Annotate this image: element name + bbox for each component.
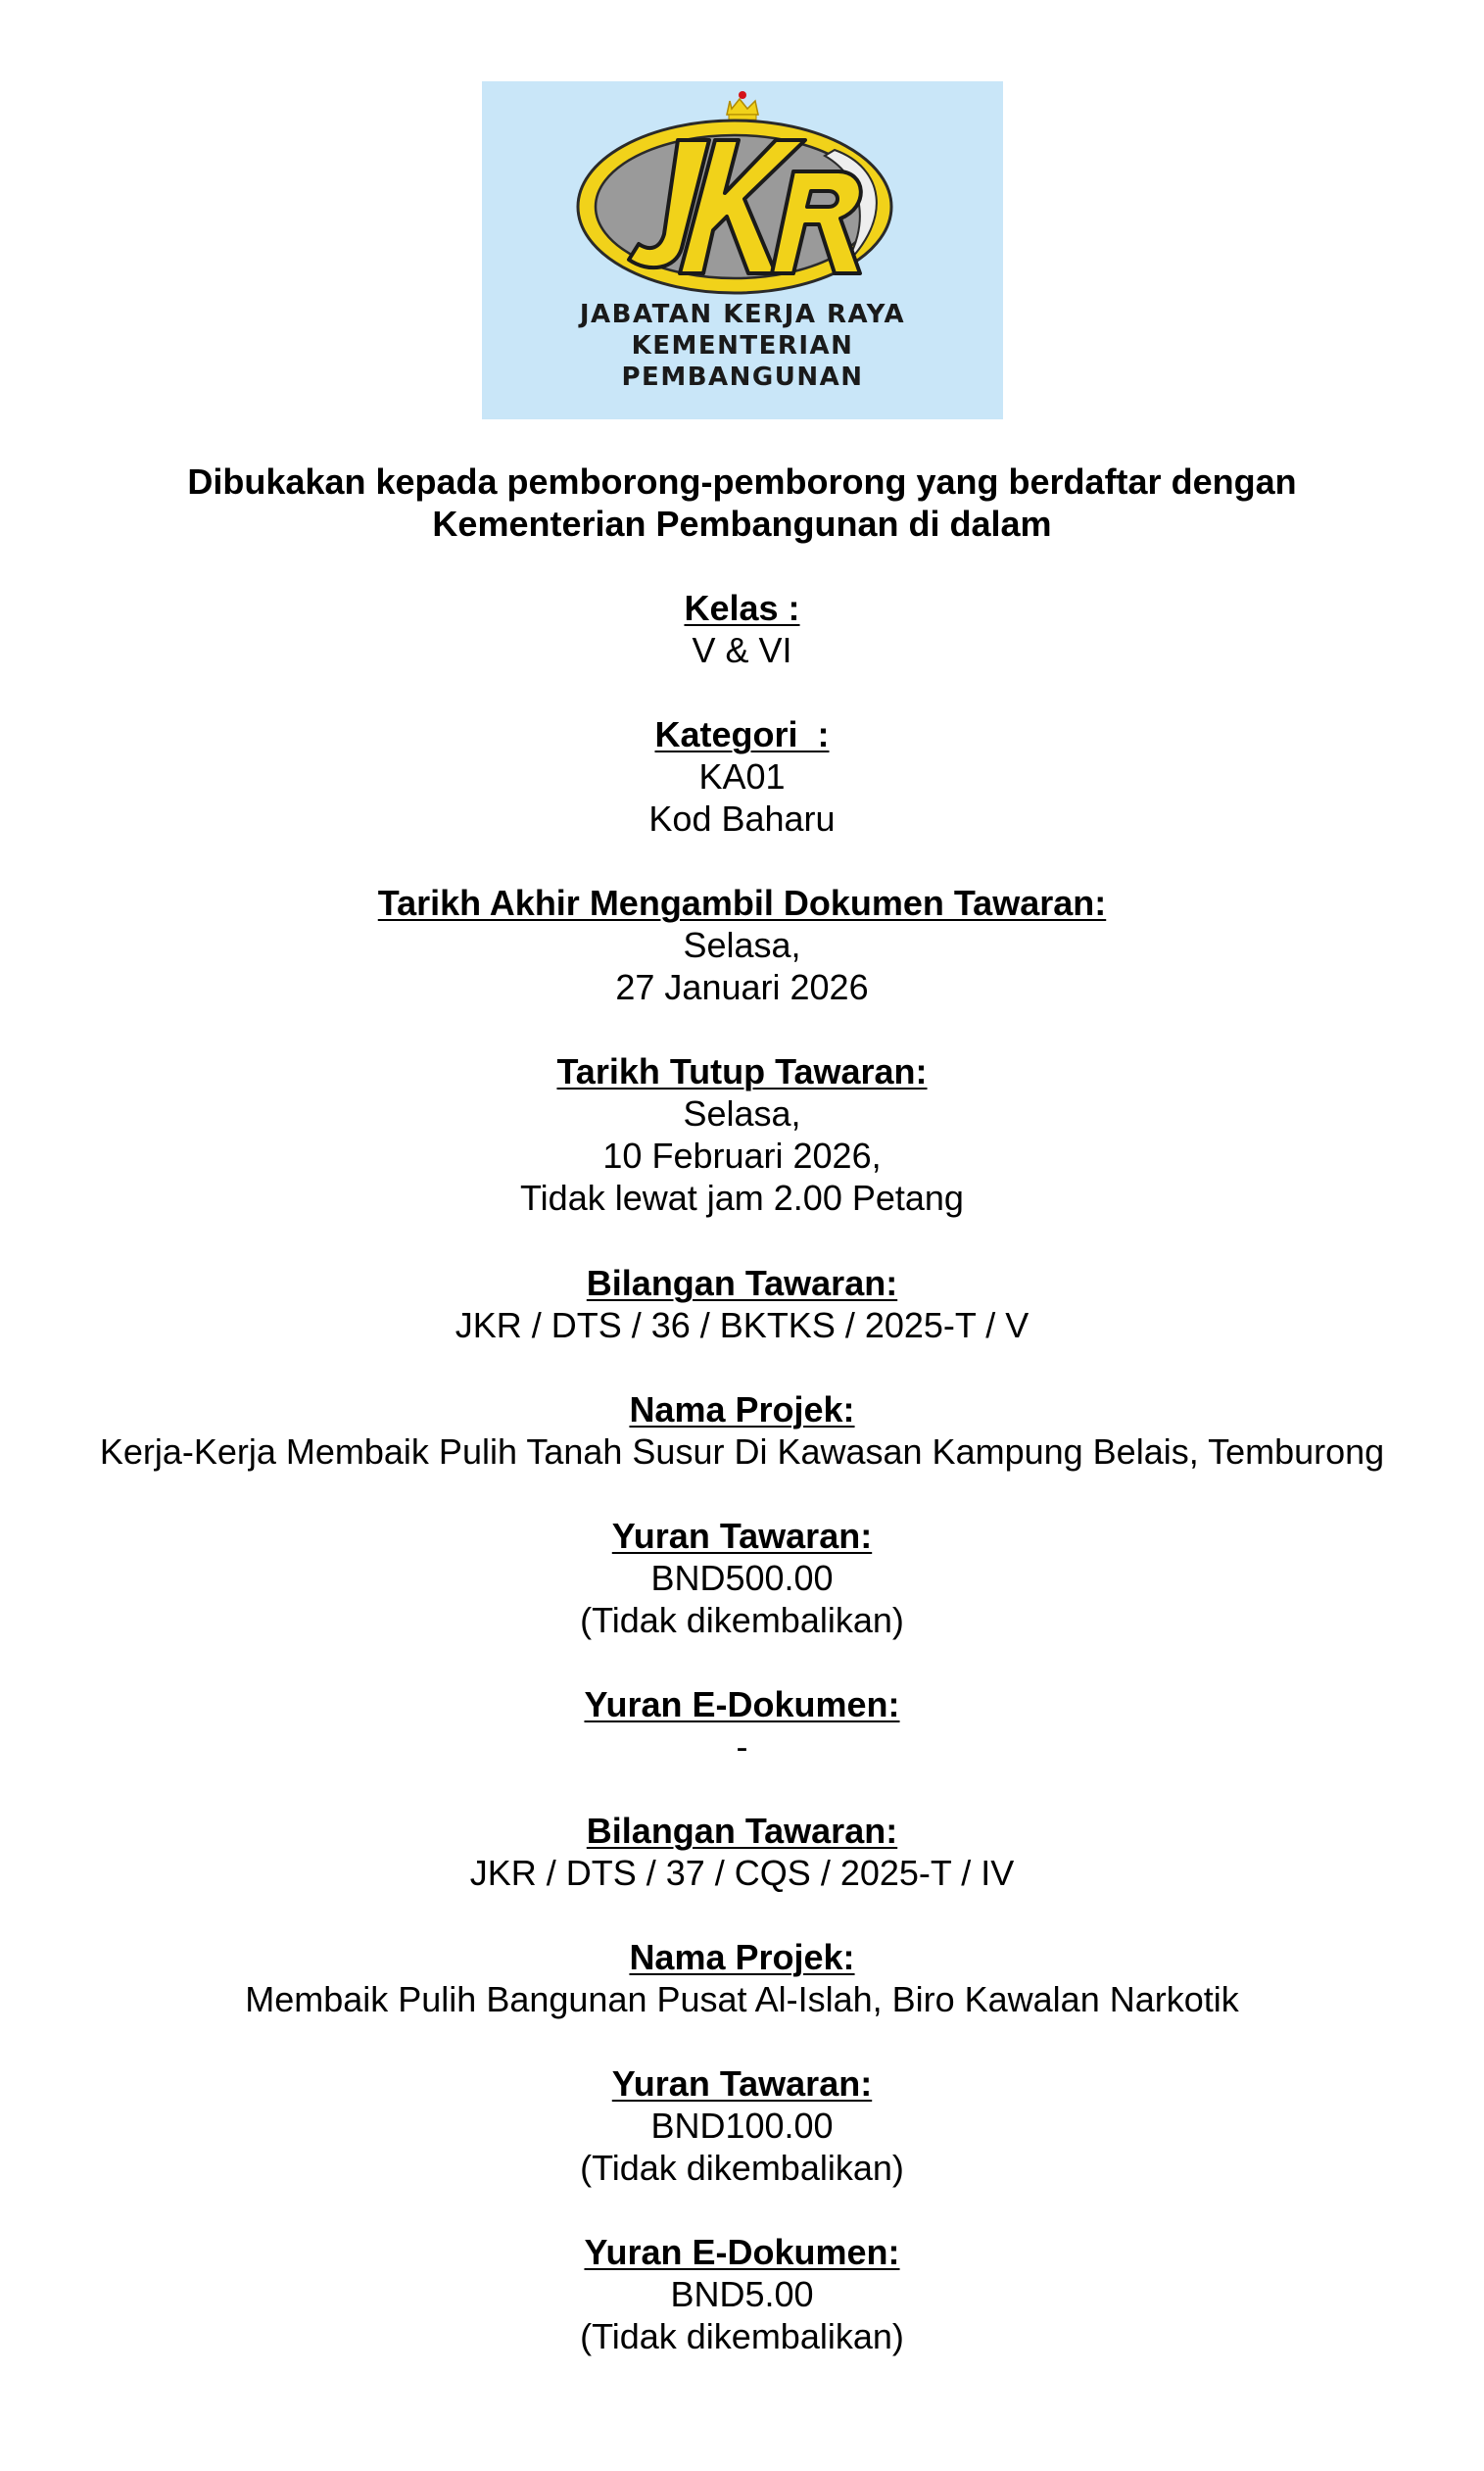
tender1-yuran-section	[0, 1515, 1484, 1641]
logo-line-3: PEMBANGUNAN	[621, 363, 864, 392]
tender2-edok-note: (Tidak dikembalikan)	[580, 2316, 904, 2356]
tender1-projek-value: Kerja-Kerja Membaik Pulih Tanah Susur Di Kawasan Kampung Belais, Temburong	[99, 1431, 1385, 1472]
tarikh-tutup-day: Selasa,	[683, 1093, 801, 1134]
kelas-value: V & VI	[692, 630, 792, 670]
logo-line-1: JABATAN KERJA RAYA	[579, 300, 906, 329]
intro-line-2: Kementerian Pembangunan di dalam	[432, 504, 1052, 544]
jkr-logo	[482, 81, 1003, 419]
kategori-value-2: Kod Baharu	[648, 799, 836, 839]
tender1-yuran-heading: Yuran Tawaran:	[611, 1516, 873, 1556]
tarikh-akhir-heading: Tarikh Akhir Mengambil Dokumen Tawaran:	[377, 883, 1107, 923]
tarikh-tutup-heading: Tarikh Tutup Tawaran:	[556, 1051, 928, 1091]
tender1-bilangan-heading: Bilangan Tawaran:	[586, 1263, 898, 1303]
tender1-edok-value: -	[736, 1726, 748, 1767]
tender1-yuran-note: (Tidak dikembalikan)	[580, 1600, 904, 1640]
tender2-yuran-section	[0, 2062, 1484, 2189]
tarikh-tutup-section	[0, 1050, 1484, 1219]
tender2-projek-heading: Nama Projek:	[629, 1937, 855, 1977]
tender2-yuran-value: BND100.00	[650, 2106, 834, 2146]
tender2-edok-value: BND5.00	[670, 2274, 814, 2314]
kelas-section	[0, 587, 1484, 671]
tender2-projek-section	[0, 1936, 1484, 2020]
tender2-bilangan-section	[0, 1810, 1484, 1894]
tender1-projek-heading: Nama Projek:	[629, 1389, 855, 1429]
tarikh-tutup-time: Tidak lewat jam 2.00 Petang	[520, 1178, 964, 1218]
tarikh-tutup-date: 10 Februari 2026,	[602, 1136, 882, 1176]
tender1-edok-section	[0, 1683, 1484, 1768]
logo-line-2: KEMENTERIAN	[631, 331, 854, 361]
tender2-projek-value: Membaik Pulih Bangunan Pusat Al-Islah, Biro Kawalan Narkotik	[245, 1979, 1239, 2019]
tarikh-akhir-section	[0, 882, 1484, 1008]
kategori-value-1: KA01	[698, 756, 786, 797]
tender2-bilangan-value: JKR / DTS / 37 / CQS / 2025-T / IV	[469, 1853, 1015, 1893]
intro-text	[0, 460, 1484, 545]
tarikh-akhir-date: 27 Januari 2026	[615, 967, 869, 1007]
tender1-yuran-value: BND500.00	[650, 1558, 834, 1598]
tender2-edok-heading: Yuran E-Dokumen:	[584, 2232, 900, 2272]
crown-icon	[727, 91, 758, 120]
tender2-yuran-heading: Yuran Tawaran:	[611, 2063, 873, 2104]
tender1-bilangan-value: JKR / DTS / 36 / BKTKS / 2025-T / V	[455, 1305, 1029, 1345]
tender2-edok-section	[0, 2231, 1484, 2357]
kelas-heading: Kelas :	[684, 588, 800, 628]
intro-line-1: Dibukakan kepada pemborong-pemborong yang berdaftar dengan	[187, 461, 1297, 502]
kategori-heading: Kategori :	[654, 714, 830, 754]
tender2-bilangan-heading: Bilangan Tawaran:	[586, 1811, 898, 1851]
tender1-projek-section	[0, 1388, 1484, 1473]
tender1-edok-heading: Yuran E-Dokumen:	[584, 1684, 900, 1724]
tender1-bilangan-section	[0, 1262, 1484, 1346]
tarikh-akhir-day: Selasa,	[683, 925, 801, 965]
tender2-yuran-note: (Tidak dikembalikan)	[580, 2148, 904, 2188]
kategori-section	[0, 713, 1484, 840]
